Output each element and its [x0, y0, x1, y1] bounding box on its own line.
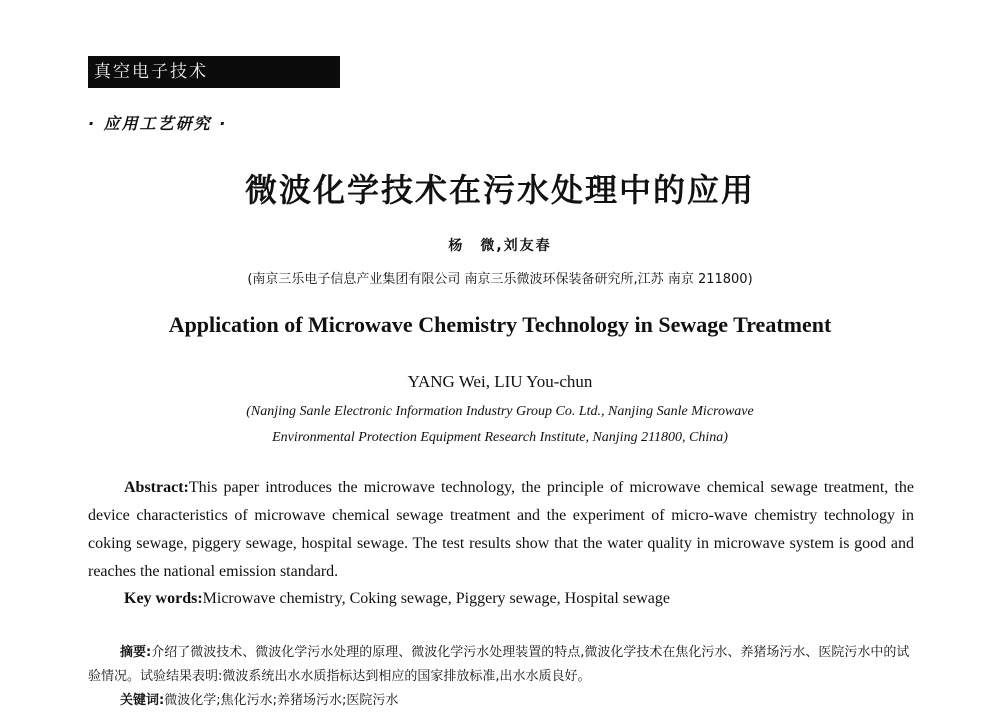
english-abstract: [88, 474, 914, 586]
chinese-keywords: [120, 689, 910, 713]
section-label: · 应用工艺研究 ·: [88, 114, 228, 133]
english-authors: YANG Wei, LIU You-chun: [407, 372, 593, 391]
english-keywords: [124, 585, 914, 613]
english-affiliation-line1: (Nanjing Sanle Electronic Information Industry Group Co. Ltd., Nanjing Sanle Microwave: [246, 404, 754, 419]
chinese-keywords-text: 微波化学;焦化污水;养猪场污水;医院污水: [164, 693, 399, 708]
chinese-abstract-text: 介绍了微波技术、微波化学污水处理的原理、微波化学污水处理装置的特点,微波化学技术在焦化污水、养猪场污水、医院污水中的试验情况。试验结果表明:微波系统出水水质指标达到相应的国家排放标准,出水水质良好。: [88, 645, 910, 684]
journal-banner: [88, 56, 340, 88]
english-keywords-text: Microwave chemistry, Coking sewage, Piggery sewage, Hospital sewage: [202, 590, 670, 607]
chinese-authors: 杨 微,刘友春: [448, 238, 552, 254]
english-abstract-label: Abstract:: [124, 479, 189, 496]
english-affiliation: [0, 399, 1000, 451]
english-title: Application of Microwave Chemistry Technology in Sewage Treatment: [168, 312, 832, 337]
chinese-keywords-label: 关键词:: [120, 693, 165, 708]
journal-name: 真空电子技术: [94, 62, 208, 82]
chinese-affiliation: (南京三乐电子信息产业集团有限公司 南京三乐微波环保装备研究所,江苏 南京 211800): [247, 272, 753, 287]
english-keywords-label: Key words:: [124, 590, 203, 607]
chinese-abstract-label: 摘要:: [120, 645, 152, 660]
english-abstract-text: This paper introduces the microwave technology, the principle of microwave chemical sewage treatment, the device characteristics of microwave chemical sewage treatment and the experiment of micro-wave chemistry technology in coking sewage, piggery sewage, hospital sewage. The test results show that the water quality in microwave system is good and reaches the national emission standard.: [88, 479, 914, 580]
chinese-abstract: [88, 641, 914, 689]
english-affiliation-line2: Environmental Protection Equipment Research Institute, Nanjing 211800, China): [272, 430, 728, 445]
chinese-title: 微波化学技术在污水处理中的应用: [244, 171, 755, 209]
